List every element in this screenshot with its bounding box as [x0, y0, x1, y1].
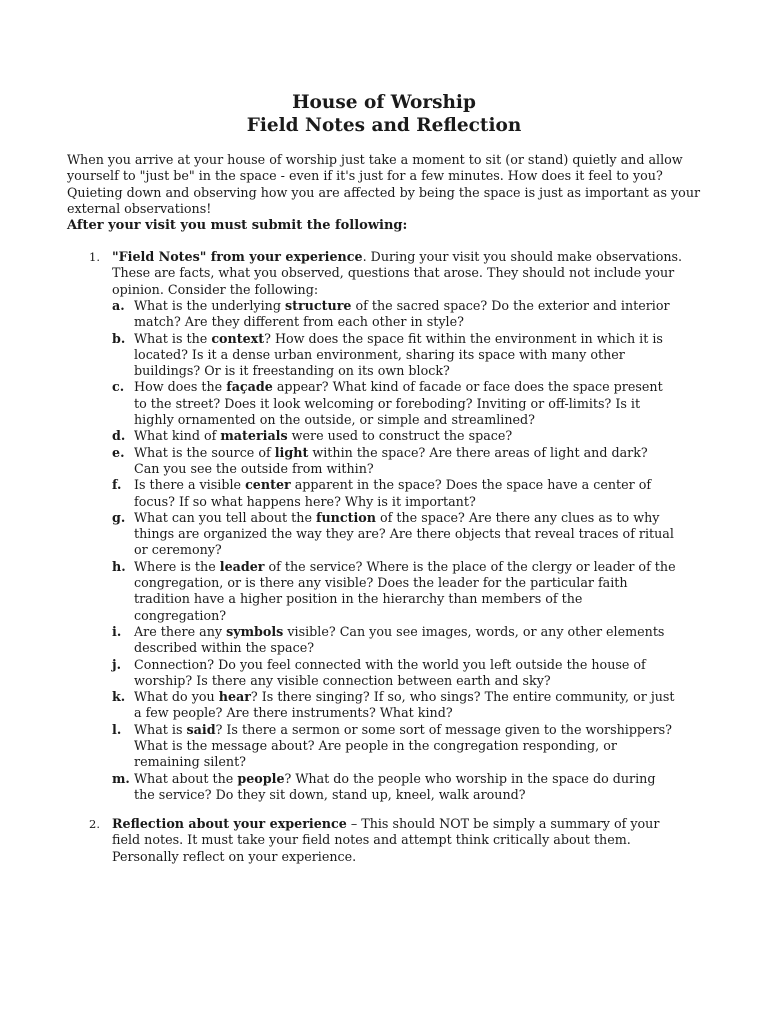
intro-paragraph: When you arrive at your house of worship just take a moment to sit (or stand) quietly and allow yourself to "just be" in the space - even if it's just for a few minutes. How does it feel to you? Quieting down and observing how you are affected by being the space is just as important as your external observations! [67, 152, 701, 217]
sub-item-text: What do you [134, 689, 219, 705]
sub-item-text: of the service? Where is the place of the clergy or leader of the congregation, or is there any visible? Does the leader for the particular faith tradition have a higher position in the hierarchy than members of the congregation? [134, 558, 676, 623]
sub-item-text: What is the underlying [134, 298, 285, 313]
sub-item-letter: k. [112, 689, 126, 705]
sub-item-text: of the sacred space? Do the exterior and interior match? Are they different from each other in style? [134, 298, 670, 330]
field-notes-lead: "Field Notes" from your experience [112, 249, 363, 264]
sub-item-text: What is [134, 721, 187, 737]
sub-item-letter: g. [112, 509, 126, 525]
sub-item-keyword: center [245, 477, 291, 493]
list-number: 1. [89, 250, 100, 264]
field-notes-description: . During your visit you should make observations. These are facts, what you observed, questions that arose. They should not include your opinion. Consider the following: [112, 249, 683, 297]
sub-item-text: apparent in the space? Does the space have a center of focus? If so what happens here? Why is it important? [134, 477, 652, 509]
sub-item [112, 510, 677, 559]
sub-item-text: visible? Can you see images, words, or any other elements described within the space? [134, 623, 665, 656]
sub-item-letter: e. [112, 444, 125, 460]
sub-item-keyword: façade [226, 379, 273, 395]
sub-item [112, 771, 677, 804]
sub-item-text: What is the [134, 330, 212, 346]
sub-item-text: were used to construct the space? [287, 428, 513, 444]
sub-item-text: ? Is there a sermon or some sort of message given to the worshippers? What is the message about? Are people in the congregation responding, or remaining silent? [134, 721, 672, 770]
sub-item [112, 428, 677, 444]
sub-item-text: Is there a visible [134, 477, 246, 493]
sub-item-text: What is the source of [134, 444, 275, 460]
sub-item-text: How does the [134, 379, 227, 395]
sub-item-letter: l. [112, 721, 122, 737]
sub-item-text: ? How does the space fit within the environment in which it is located? Is it a dense urban environment, sharing its space with many other buildings? Or is it freestanding on its own block? [134, 330, 663, 379]
sub-item [112, 331, 677, 380]
sub-item-text: What can you tell about the [134, 509, 316, 525]
sub-item-text: within the space? Are there areas of light and dark? Can you see the outside from within? [134, 444, 648, 476]
sub-item-keyword: function [316, 509, 376, 525]
sub-item-letter: m. [112, 770, 130, 786]
sub-item-keyword: light [274, 444, 309, 460]
sub-item-keyword: hear [218, 689, 251, 705]
sub-item-letter: f. [112, 477, 122, 493]
sub-item [112, 477, 677, 510]
sub-item-keyword: people [237, 770, 285, 786]
sub-item-keyword: symbols [226, 623, 284, 639]
sub-item-keyword: structure [284, 298, 352, 313]
sub-item-letter: i. [112, 623, 122, 639]
sub-item [112, 657, 677, 690]
sub-item [112, 445, 677, 478]
sub-item-text: What about the [134, 770, 238, 786]
sub-item-text: of the space? Are there any clues as to why things are organized the way they are? Are there objects that reveal traces of ritual or ceremony? [134, 509, 674, 558]
sub-item-keyword: said [186, 721, 216, 737]
sub-item-letter: d. [112, 428, 126, 444]
sub-item-text: ? What do the people who worship in the space do during the service? Do they sit down, stand up, kneel, walk around? [134, 770, 656, 802]
instructions-heading: After your visit you must submit the following: [67, 218, 408, 233]
sub-item-text: ? Is there singing? If so, who sings? The entire community, or just a few people? Are there instruments? What kind? [134, 689, 675, 721]
sub-item-letter: a. [112, 298, 125, 313]
sub-item-text: Connection? Do you feel connected with the world you left outside the house of worship? Is there any visible connection between earth and sky? [134, 656, 646, 688]
title-line-2: Field Notes and Reflection [246, 115, 522, 136]
sub-item-keyword: materials [220, 428, 288, 444]
sub-item-keyword: context [211, 330, 265, 346]
field-notes-sublist [112, 298, 677, 803]
title-line-1: House of Worship [292, 92, 476, 113]
reflection-description: – This should NOT be simply a summary of your field notes. It must take your field notes and attempt think critically about them. Personally reflect on your experience. [112, 816, 660, 864]
sub-item [112, 379, 677, 428]
list-number: 2. [89, 817, 100, 831]
sub-item-text: What kind of [134, 428, 221, 444]
sub-item [112, 624, 677, 657]
sub-item [112, 689, 677, 722]
sub-item [112, 722, 677, 771]
sub-item [112, 559, 677, 624]
reflection-text [112, 816, 689, 865]
sub-item-letter: j. [112, 656, 122, 672]
sub-item [112, 298, 677, 331]
sub-item-keyword: leader [219, 558, 265, 574]
sub-item-letter: h. [112, 558, 126, 574]
sub-item-text: Where is the [134, 558, 220, 574]
document-title [0, 91, 768, 137]
field-notes-text [112, 249, 689, 298]
sub-item-text: Are there any [134, 623, 227, 639]
reflection-lead: Reflection about your experience [112, 816, 347, 831]
sub-item-letter: b. [112, 330, 126, 346]
sub-item-letter: c. [112, 379, 125, 395]
sub-item-text: appear? What kind of facade or face does the space present to the street? Does it look welcoming or foreboding? Inviting or off-limits? Is it highly ornamented on the outside, or simple and streamlined? [134, 379, 663, 428]
